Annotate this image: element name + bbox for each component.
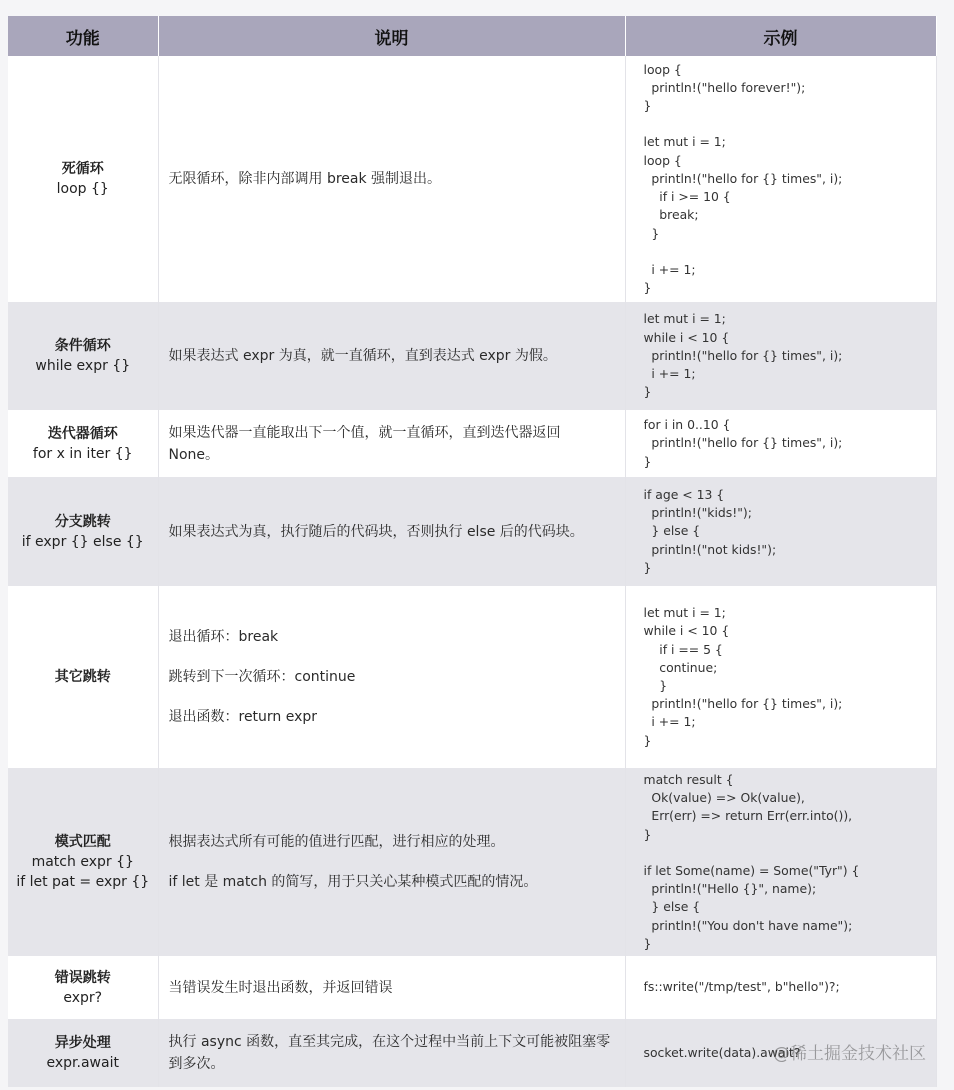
- table-row: [8, 586, 936, 768]
- table-row: [8, 302, 936, 410]
- watermark: @稀土掘金技术社区: [773, 1044, 926, 1064]
- feature-cell: [8, 56, 158, 302]
- table-row: [8, 477, 936, 586]
- feature-syntax: while expr {}: [35, 358, 131, 374]
- example-code: match result { Ok(value) => Ok(value), Err(err) => return Err(err.into()), } if let Some(name) = Some("Tyr") { println!("Hello {}", name); } else { println!("You don't have name"); }: [643, 771, 860, 951]
- feature-cell: [8, 768, 158, 956]
- description-cell: [158, 477, 625, 586]
- feature-name: 模式匹配: [54, 834, 111, 850]
- feature-syntax: expr?: [63, 989, 103, 1006]
- control-flow-table: [8, 16, 937, 1087]
- description-text: 执行 async 函数，直至其完成，在这个过程中当前上下文可能被阻塞零到多次。: [168, 1034, 611, 1072]
- description-cell: [158, 956, 625, 1019]
- example-code: let mut i = 1; while i < 10 { if i == 5 { continue; } println!("hello for {} times", i); i += 1; }: [643, 605, 843, 748]
- description-text: 退出函数：return expr: [168, 709, 318, 725]
- table-row: [8, 956, 936, 1019]
- feature-cell: [8, 302, 158, 410]
- header-feature: 功能: [8, 16, 158, 56]
- description-text: 退出循环：break: [168, 629, 279, 645]
- feature-syntax: expr.await: [46, 1055, 119, 1071]
- feature-cell: [8, 410, 158, 477]
- feature-name: 异步处理: [54, 1035, 111, 1051]
- description-text: 如果表达式 expr 为真，就一直循环，直到表达式 expr 为假。: [168, 348, 557, 364]
- feature-syntax: match expr {}: [31, 854, 134, 870]
- feature-cell: [8, 1019, 158, 1087]
- example-code: if age < 13 { println!("kids!"); } else { println!("not kids!"); }: [643, 486, 777, 575]
- feature-syntax: loop {}: [56, 181, 109, 197]
- description-cell: [158, 586, 625, 768]
- example-cell: [625, 956, 936, 1019]
- example-cell: [625, 56, 936, 302]
- example-code: let mut i = 1; while i < 10 { println!("hello for {} times", i); i += 1; }: [643, 311, 843, 400]
- description-cell: [158, 768, 625, 956]
- example-cell: [625, 768, 936, 956]
- header-description: 说明: [158, 16, 625, 56]
- example-cell: [625, 302, 936, 410]
- example-cell: [625, 477, 936, 586]
- feature-syntax: if let pat = expr {}: [16, 874, 150, 890]
- feature-syntax: if expr {} else {}: [21, 533, 144, 550]
- feature-cell: [8, 477, 158, 586]
- description-cell: [158, 302, 625, 410]
- description-text: if let 是 match 的简写，用于只关心某种模式匹配的情况。: [168, 874, 538, 890]
- description-cell: [158, 1019, 625, 1087]
- description-text: 根据表达式所有可能的值进行匹配，进行相应的处理。: [168, 834, 505, 850]
- description-text: 如果表达式为真，执行随后的代码块，否则执行 else 后的代码块。: [168, 523, 584, 540]
- feature-name: 其它跳转: [54, 669, 111, 685]
- feature-name: 死循环: [61, 161, 104, 177]
- example-cell: [625, 410, 936, 477]
- example-code: for i in 0..10 { println!("hello for {} times", i); }: [643, 417, 843, 469]
- description-cell: [158, 410, 625, 477]
- table-row: [8, 768, 936, 956]
- description-text: 跳转到下一次循环：continue: [168, 669, 356, 685]
- example-cell: [625, 586, 936, 768]
- feature-name: 迭代器循环: [47, 425, 118, 442]
- table-body: [8, 56, 936, 1087]
- feature-name: 错误跳转: [54, 969, 111, 986]
- feature-name: 分支跳转: [54, 513, 111, 530]
- description-text: 如果迭代器一直能取出下一个值，就一直循环，直到迭代器返回 None。: [168, 424, 561, 463]
- example-code: loop { println!("hello forever!"); } let mut i = 1; loop { println!("hello for {} times", i); if i >= 10 { break; } i += 1; }: [643, 61, 843, 296]
- table-header-row: [8, 16, 936, 56]
- header-example: 示例: [625, 16, 936, 56]
- feature-cell: [8, 586, 158, 768]
- description-text: 当错误发生时退出函数，并返回错误: [168, 979, 393, 996]
- feature-name: 条件循环: [54, 338, 111, 354]
- description-cell: [158, 56, 625, 302]
- feature-syntax: for x in iter {}: [32, 445, 133, 462]
- table-row: [8, 56, 936, 302]
- description-text: 无限循环，除非内部调用 break 强制退出。: [168, 171, 442, 187]
- table-row: [8, 410, 936, 477]
- feature-cell: [8, 956, 158, 1019]
- example-code: fs::write("/tmp/test", b"hello")?;: [643, 979, 840, 995]
- example-code: socket.write(data).await?: [643, 1044, 801, 1060]
